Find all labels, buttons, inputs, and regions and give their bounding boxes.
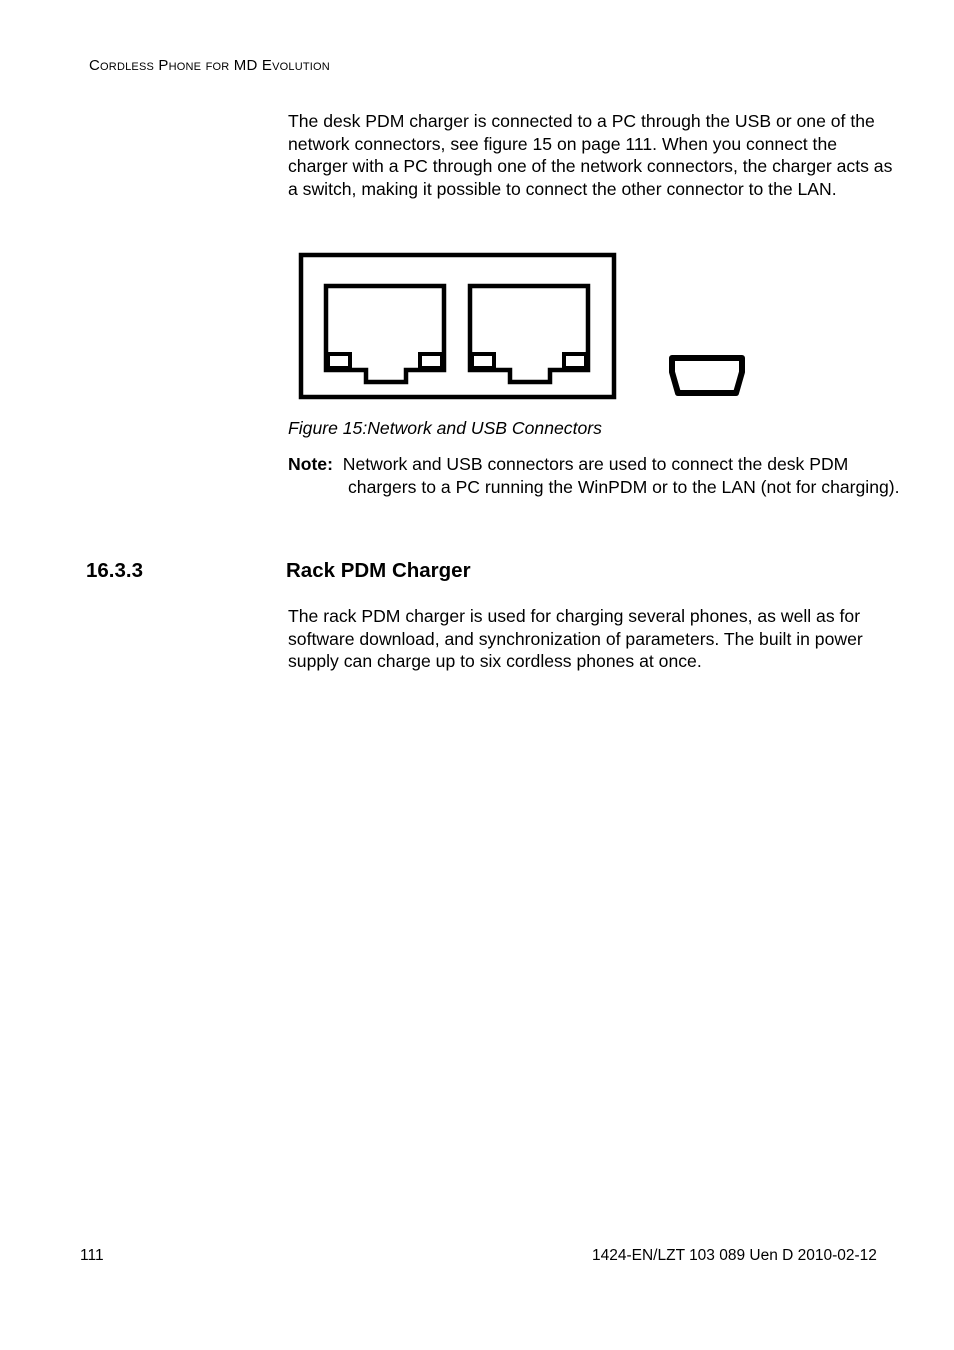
- footer-document-id: 1424-EN/LZT 103 089 Uen D 2010-02-12: [592, 1247, 877, 1264]
- network-connector-icon: [326, 286, 444, 382]
- network-connector-icon: [470, 286, 588, 382]
- running-title-word-4: MD: [233, 57, 258, 74]
- running-title-word-1: CORDLESS: [89, 57, 155, 74]
- running-title-word-5: EVOLUTION: [261, 57, 330, 74]
- figure-caption: Figure 15:Network and USB Connectors: [288, 418, 602, 438]
- connectors-figure: [296, 250, 748, 402]
- running-title-word-2: PHONE: [158, 57, 202, 74]
- note-label: Note:: [288, 454, 333, 474]
- body-paragraph-1: The desk PDM charger is connected to a PC through the USB or one of the network connectors, see figure 15 on page 111. When you connect the charger with a PC through one of the network connectors, the charger acts as a switch, making it possible to connect the other connector to the LAN.: [288, 111, 893, 199]
- section-title: Rack PDM Charger: [286, 559, 471, 582]
- usb-connector-icon: [672, 358, 742, 393]
- body-paragraph-2: The rack PDM charger is used for charging several phones, as well as for software download, and synchronization of parameters. The built in power supply can charge up to six cordless phones at once.: [288, 606, 863, 671]
- running-title-word-3: FOR: [205, 61, 230, 73]
- running-header: [89, 57, 330, 74]
- network-connector-housing: [301, 255, 614, 397]
- note-block: [288, 453, 900, 498]
- note-text: Network and USB connectors are used to connect the desk PDM chargers to a PC running the WinPDM or to the LAN (not for charging).: [342, 454, 900, 497]
- section-number: 16.3.3: [86, 559, 143, 582]
- footer-page-number: 111: [80, 1247, 104, 1264]
- note-content: [288, 453, 900, 498]
